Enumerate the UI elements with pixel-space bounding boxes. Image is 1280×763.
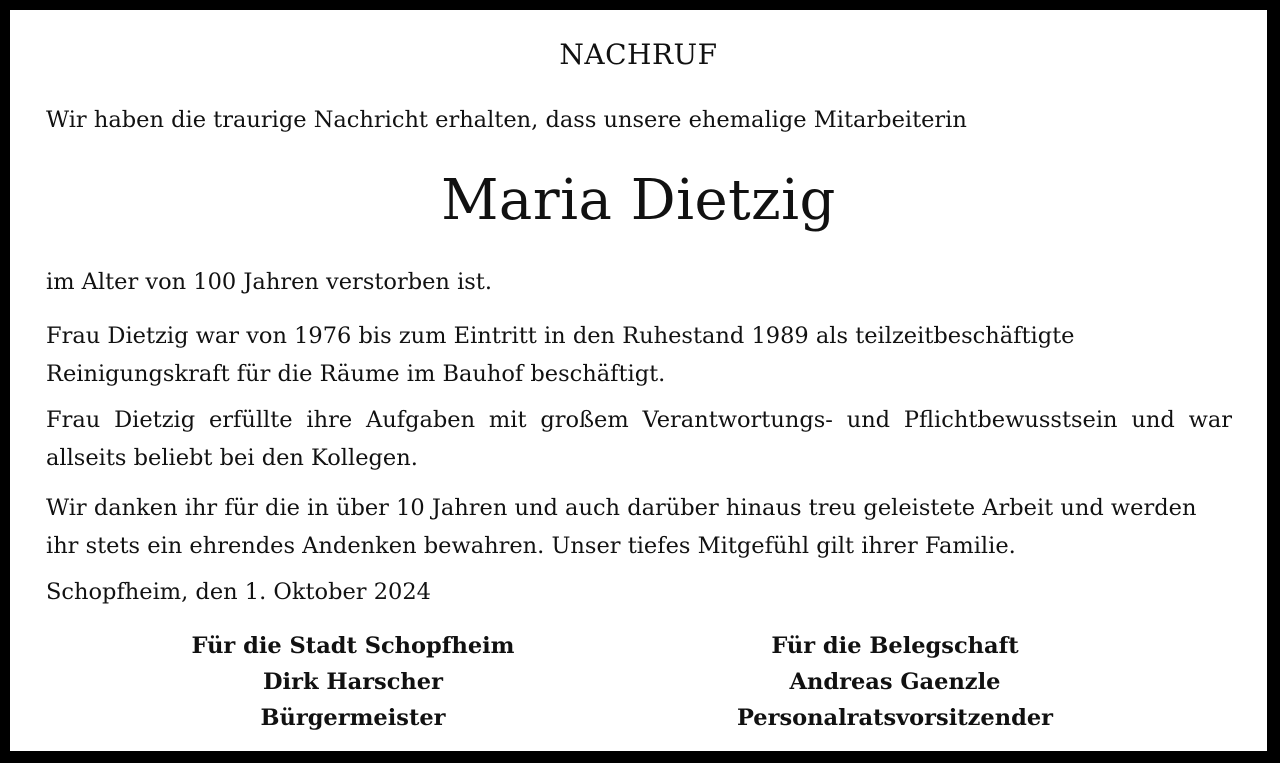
signature-block-city (153, 628, 553, 736)
place-date: Schopfheim, den 1. Oktober 2024 (46, 579, 431, 605)
age-paragraph: im Alter von 100 Jahren verstorben ist. (46, 269, 493, 295)
thanks-paragraph: Wir danken ihr für die in über 10 Jahren und auch darüber hinaus treu geleistete Arbeit und werden ihr stets ein ehrendes Andenken bewahren. Unser tiefes Mitgefühl gilt ihrer Familie. (46, 495, 1197, 559)
signature-role: Bürgermeister (260, 705, 446, 731)
employment-paragraph: Frau Dietzig war von 1976 bis zum Eintritt in den Ruhestand 1989 als teilzeitbeschäftigte Reinigungskraft für die Räume im Bauhof beschäftigt. (46, 323, 1075, 387)
signature-org: Für die Belegschaft (771, 633, 1019, 659)
tribute-paragraph: Frau Dietzig erfüllte ihre Aufgaben mit großem Verantwortungs- und Pflichtbewusstsein und war allseits beliebt bei den Kollegen. (46, 407, 1232, 471)
obituary-notice (10, 10, 1267, 751)
signature-org: Für die Stadt Schopfheim (191, 633, 515, 659)
intro-text: Wir haben die traurige Nachricht erhalten, dass unsere ehemalige Mitarbeiterin (46, 107, 967, 133)
signature-name: Dirk Harscher (263, 669, 443, 695)
notice-headline: NACHRUF (559, 38, 718, 71)
deceased-name: Maria Dietzig (441, 168, 836, 233)
signature-role: Personalratsvorsitzender (736, 705, 1054, 731)
signature-name: Andreas Gaenzle (789, 669, 1001, 695)
signature-block-staff (695, 628, 1095, 736)
